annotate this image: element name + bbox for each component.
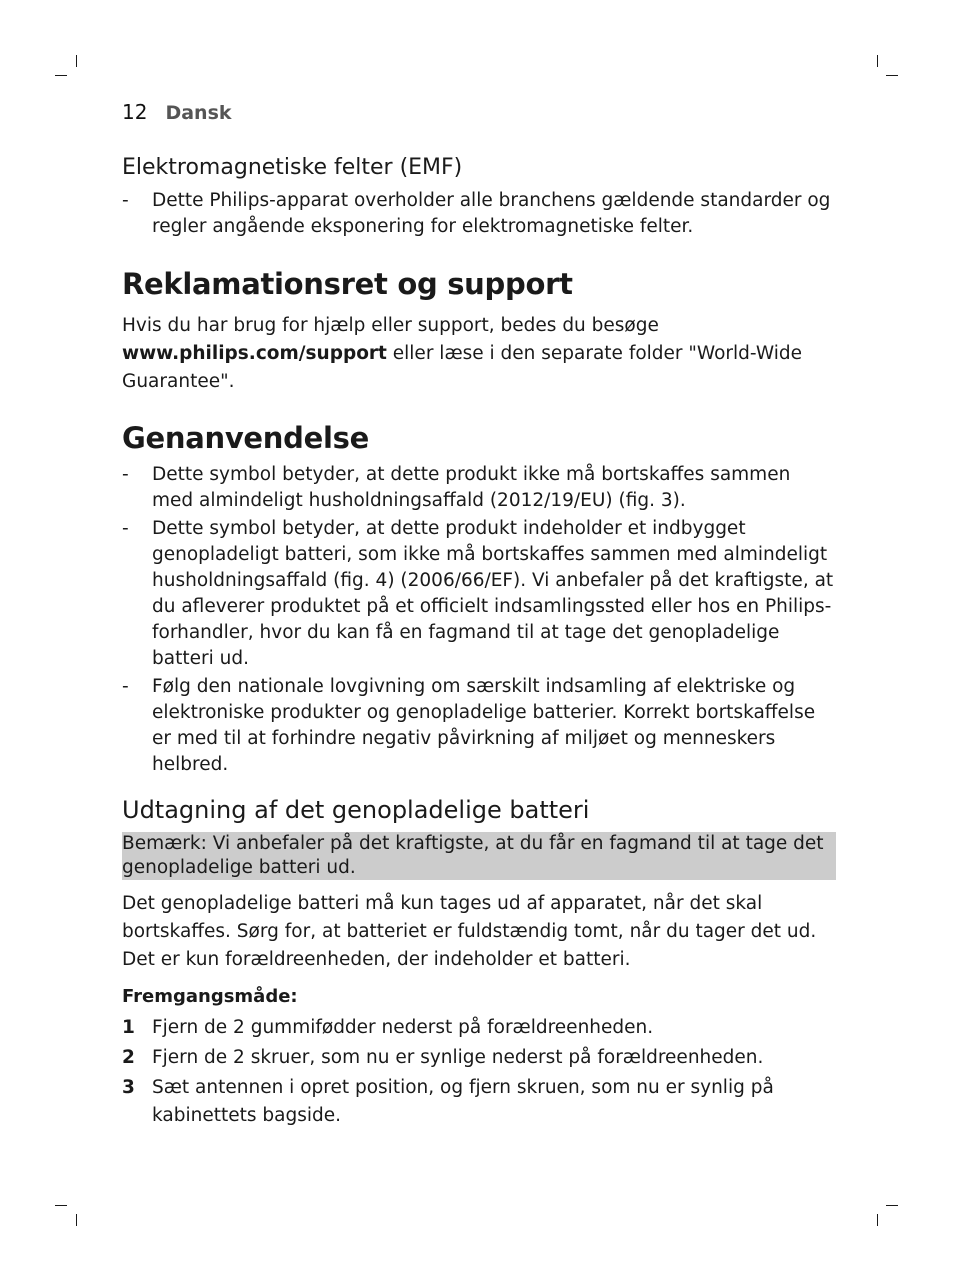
page-header — [122, 100, 834, 124]
page-number: 12 — [122, 100, 148, 124]
crop-mark — [886, 1205, 898, 1206]
list-item-text: Dette Philips-apparat overholder alle branchens gældende standarder og regler angående eksponering for elektromagnetiske felter. — [152, 190, 831, 237]
list-item — [122, 188, 834, 240]
list-item-text: Dette symbol betyder, at dette produkt indeholder et indbygget genopladeligt batteri, som ikke må bortskaffes sammen med almindeligt husholdningsaffald (fig. 4) (2006/66/EF). Vi anbefaler på det kraftigste, at du afleverer produktet på et officielt indsamlingssted eller hos en Philips-forhandler, hvor du kan få en fagmand til at tage det genopladelige batteri ud. — [152, 518, 834, 669]
crop-mark — [55, 75, 67, 76]
list-item — [122, 462, 834, 514]
crop-mark — [886, 75, 898, 76]
recycling-heading: Genanvendelse — [122, 421, 369, 455]
note-box: Bemærk: Vi anbefaler på det kraftigste, at du får en fagmand til at tage det genopladelige batteri ud. — [122, 832, 836, 880]
step-number: 3 — [122, 1077, 135, 1098]
emf-list — [122, 188, 834, 240]
step-number: 1 — [122, 1017, 135, 1038]
dash-bullet: - — [122, 464, 129, 485]
step-text: Fjern de 2 gummifødder nederst på forældreenheden. — [152, 1017, 654, 1038]
list-item — [122, 674, 834, 778]
step-number: 2 — [122, 1047, 135, 1068]
step-item — [122, 1074, 834, 1130]
dash-bullet: - — [122, 190, 129, 211]
step-text: Fjern de 2 skruer, som nu er synlige nederst på forældreenheden. — [152, 1047, 764, 1068]
support-text-before: Hvis du har brug for hjælp eller support, bedes du besøge — [122, 315, 659, 336]
page-content — [122, 100, 834, 1132]
recycling-section — [122, 420, 834, 778]
crop-mark — [55, 1205, 67, 1206]
recycling-list — [122, 462, 834, 778]
dash-bullet: - — [122, 518, 129, 539]
list-item — [122, 516, 834, 672]
support-section — [122, 266, 834, 396]
crop-mark — [76, 1214, 77, 1226]
step-text: Sæt antennen i opret position, og fjern skruen, som nu er synlig på kabinettets bagside. — [152, 1077, 774, 1126]
page-language: Dansk — [165, 102, 232, 124]
steps-list — [122, 1014, 834, 1130]
crop-mark — [877, 55, 878, 67]
support-text-after: eller læse i den separate folder "World-Wide Guarantee". — [122, 343, 803, 392]
procedure-label: Fremgangsmåde: — [122, 986, 298, 1007]
dash-bullet: - — [122, 676, 129, 697]
battery-section — [122, 796, 834, 1130]
emf-section — [122, 154, 834, 240]
battery-heading: Udtagning af det genopladelige batteri — [122, 796, 590, 824]
support-text — [122, 312, 834, 396]
support-link[interactable]: www.philips.com/support — [122, 343, 387, 364]
list-item-text: Følg den nationale lovgivning om særskilt indsamling af elektriske og elektroniske produkter og genopladelige batterier. Korrekt bortskaffelse er med til at forhindre negativ påvirkning af miljøet og menneskers helbred. — [152, 676, 816, 775]
step-item — [122, 1044, 834, 1072]
step-item — [122, 1014, 834, 1042]
list-item-text: Dette symbol betyder, at dette produkt ikke må bortskaffes sammen med almindeligt husholdningsaffald (2012/19/EU) (fig. 3). — [152, 464, 791, 511]
crop-mark — [76, 55, 77, 67]
emf-heading: Elektromagnetiske felter (EMF) — [122, 155, 463, 180]
support-heading: Reklamationsret og support — [122, 267, 573, 301]
crop-mark — [877, 1214, 878, 1226]
battery-text: Det genopladelige batteri må kun tages ud af apparatet, når det skal bortskaffes. Sørg for, at batteriet er fuldstændig tomt, når du tager det ud. Det er kun forældreenheden, der indeholder et batteri. — [122, 893, 817, 970]
